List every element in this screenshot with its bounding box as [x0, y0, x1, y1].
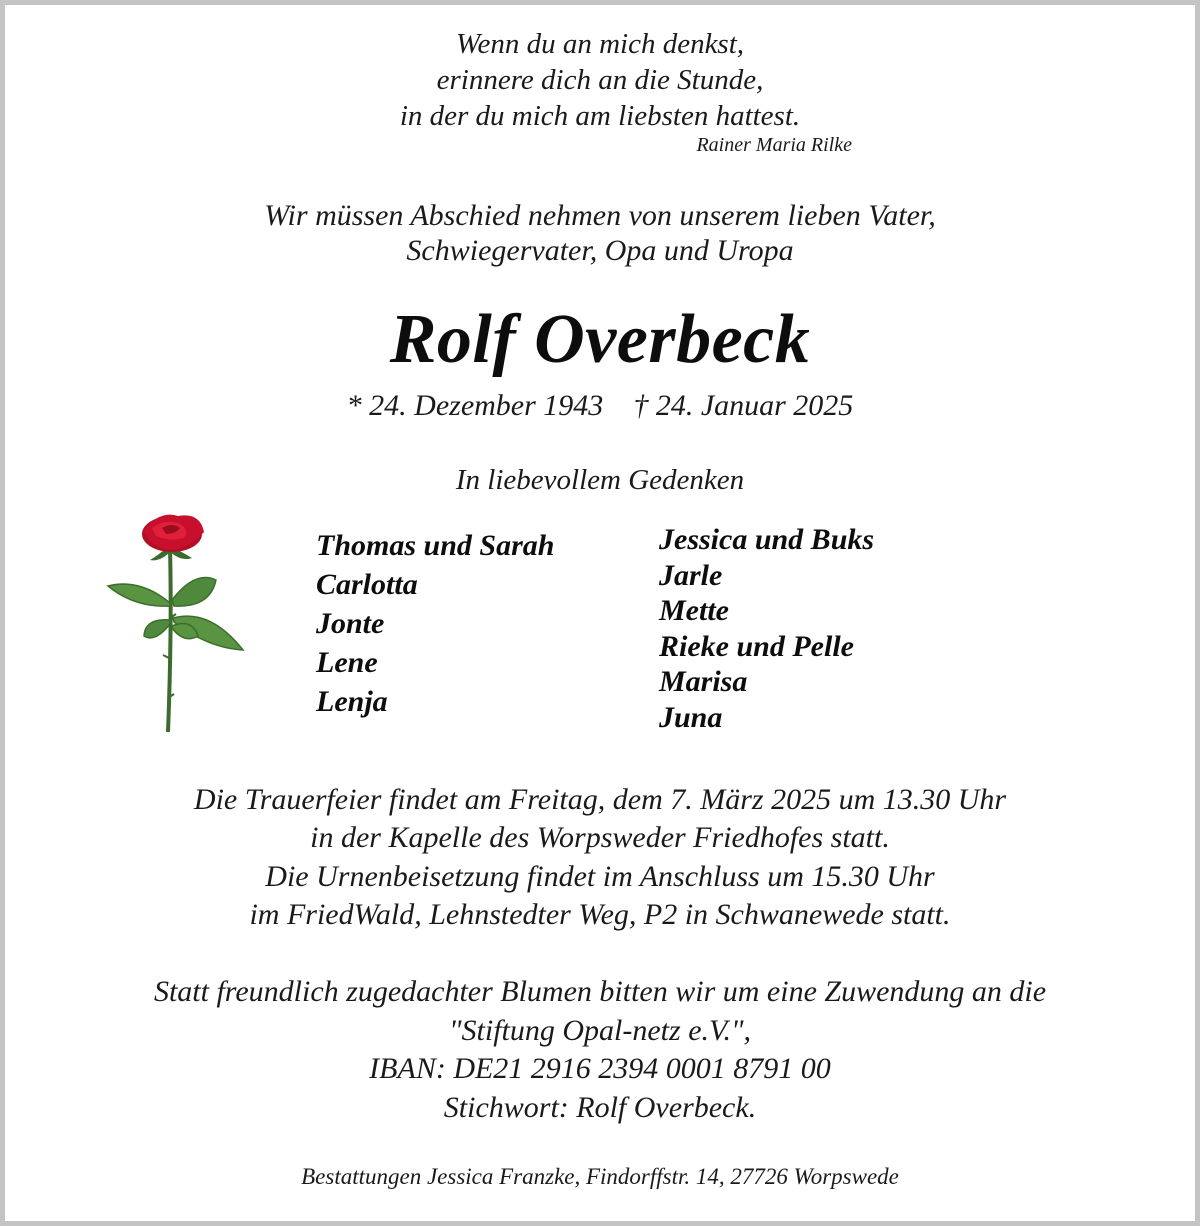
donation-line-2: "Stiftung Opal-netz e.V.",: [448, 1014, 752, 1047]
family-member: Juna: [659, 700, 723, 734]
funeral-line-2: in der Kapelle des Worpsweder Friedhofes statt.: [310, 821, 890, 854]
intro-line-1: Wir müssen Abschied nehmen von unserem lieben Vater,: [264, 199, 936, 232]
family-member: Mette: [659, 594, 729, 628]
family-right-column: [659, 522, 874, 736]
funeral-line-4: im FriedWald, Lehnstedter Weg, P2 in Schwanewede statt.: [249, 898, 951, 931]
donation-keyword: Stichwort: Rolf Overbeck.: [443, 1091, 757, 1124]
family-member: Lenja: [316, 685, 388, 718]
family-member: Thomas und Sarah: [316, 529, 555, 562]
memory-text: In liebevollem Gedenken: [455, 464, 745, 496]
family-member: Jarle: [659, 558, 723, 592]
funeral-line-1: Die Trauerfeier findet am Freitag, dem 7. März 2025 um 13.30 Uhr: [193, 783, 1007, 816]
family-member: Marisa: [659, 665, 748, 699]
donation-iban: IBAN: DE21 2916 2394 0001 8791 00: [369, 1052, 831, 1085]
donation-line-1: Statt freundlich zugedachter Blumen bitten wir um eine Zuwendung an die: [153, 975, 1047, 1008]
family-member: Rieke und Pelle: [659, 629, 854, 663]
family-member: Jonte: [316, 607, 385, 640]
intro-line-2: Schwiegervater, Opa und Uropa: [406, 234, 794, 267]
family-left-column: [316, 526, 554, 721]
poem-line-3: in der du mich am liebsten hattest.: [399, 100, 801, 132]
life-dates: [0, 389, 1200, 423]
poem-line-2: erinnere dich an die Stunde,: [436, 64, 764, 96]
poem-line-1: Wenn du an mich denkst,: [455, 28, 745, 60]
family-member: Jessica und Buks: [659, 523, 875, 556]
funeral-home-footer: Bestattungen Jessica Franzke, Findorffstr. 14, 27726 Worpswede: [301, 1164, 899, 1189]
family-member: Lene: [316, 646, 378, 679]
birth-date: * 24. Dezember 1943: [346, 389, 604, 422]
death-date: † 24. Januar 2025: [633, 389, 854, 422]
poem-author: Rainer Maria Rilke: [696, 134, 852, 156]
deceased-name: Rolf Overbeck: [389, 301, 811, 378]
rose-image: [100, 508, 250, 738]
funeral-line-3: Die Urnenbeisetzung findet im Anschluss um 15.30 Uhr: [265, 860, 935, 893]
family-member: Carlotta: [316, 568, 418, 601]
